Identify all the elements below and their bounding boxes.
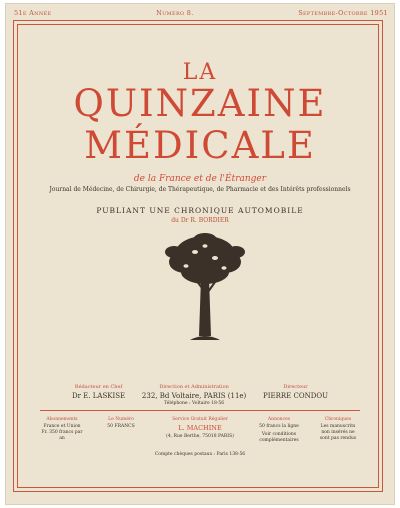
administration-address: 232, Bd Voltaire, PARIS (11e) (141, 392, 247, 400)
abonnements-value: France et Union Fr. 350 francs par an (41, 424, 83, 441)
chronique-editor: du Dr R. BORDIER (171, 217, 229, 224)
tree-illustration-icon (160, 232, 250, 350)
redacteur-block (72, 384, 125, 406)
chroniques-block (316, 417, 360, 444)
chroniques-value: Les manuscrits non insérés ne sont pas rendus (319, 424, 357, 441)
chroniques-label: Chroniques (324, 417, 352, 422)
service-sub: (4, Rue Berthe, 75018 PARIS) (166, 434, 234, 439)
chronique-line: PUBLIANT UNE CHRONIQUE AUTOMOBILE (96, 206, 304, 215)
abonnements-label: Abonnements (46, 417, 78, 422)
directeur-block (263, 384, 328, 406)
service-block (158, 417, 242, 444)
subtitle: de la France et de l'Étranger (133, 174, 267, 184)
info-row (72, 384, 328, 406)
annonces-sub: Voir conditions complémentaires (259, 432, 299, 443)
abonnements-block (40, 417, 84, 444)
service-value: L. MACHINE (178, 424, 222, 432)
administration-label: Direction et Administration (159, 384, 229, 390)
numero-value: 50 FRANCS (107, 424, 135, 429)
title-medicale: MÉDICALE (84, 124, 316, 167)
annonces-block (257, 417, 301, 444)
numero-block (99, 417, 143, 444)
redacteur-label: Rédacteur en Chef (74, 384, 123, 390)
numero-label: Le Numéro (108, 417, 134, 422)
issue-date: Septembre-Octobre 1951 (298, 9, 388, 17)
description: Journal de Médecine, de Chirurgie, de Thérapeutique, de Pharmacie et des Intérêts professionnels (49, 186, 351, 193)
directeur-label: Directeur (283, 384, 308, 390)
issue-number: Numéro 8. (156, 9, 194, 17)
title-article: LA (182, 60, 218, 85)
annonces-label: Annonces (267, 417, 291, 422)
redacteur-value: Dr E. LASKISE (72, 392, 126, 400)
annonces-value: 50 francs la ligne (259, 424, 299, 429)
administration-phone: Téléphone : Voltaire 18-56 (164, 401, 225, 406)
directeur-value: PIERRE CONDOU (263, 392, 328, 400)
administration-block (142, 384, 246, 406)
service-label: Service Gratuit Régulier (172, 417, 228, 422)
header-line (14, 9, 388, 17)
title-quinzaine: QUINZAINE (73, 82, 327, 125)
issue-year: 51e Année (14, 9, 52, 17)
cheques-postaux: Compte chèques postaux : Paris 138-56 (154, 452, 246, 457)
divider (40, 410, 360, 411)
bottom-info-row (40, 417, 360, 444)
